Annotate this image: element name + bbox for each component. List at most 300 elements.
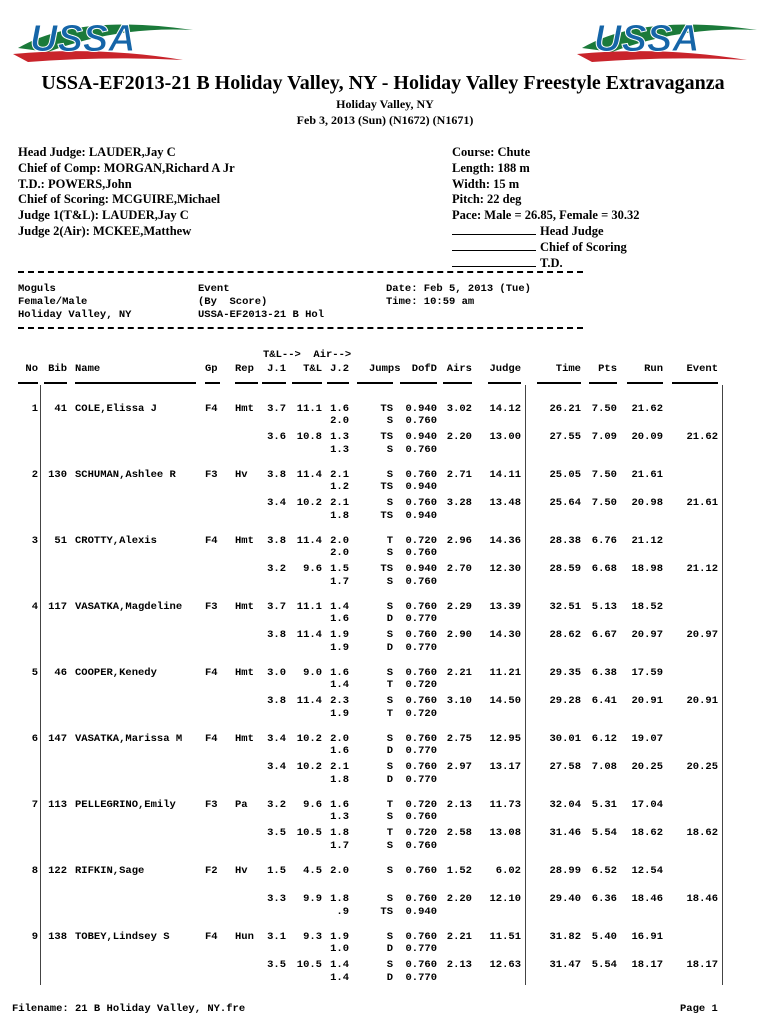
cell-dofd: 0.760 bbox=[405, 497, 437, 510]
athlete-group: F2 bbox=[205, 865, 218, 877]
athlete-name: TOBEY,Lindsey S bbox=[75, 931, 170, 943]
cell-j1: 3.5 bbox=[267, 959, 286, 972]
column-header-j2: J.2 bbox=[330, 363, 349, 375]
table-row bbox=[0, 865, 770, 877]
cell-j2: 1.8 bbox=[330, 893, 349, 906]
table-row bbox=[0, 431, 770, 443]
cell-judge: 12.10 bbox=[489, 893, 521, 906]
athlete-rep: Hun bbox=[235, 931, 254, 943]
header-underline bbox=[537, 382, 581, 384]
event-date-line: Feb 3, 2013 (Sun) (N1672) (N1671) bbox=[296, 113, 474, 127]
course-line: Width: 15 m bbox=[452, 176, 520, 191]
athlete-group: F4 bbox=[205, 733, 218, 745]
cell-airs: 2.21 bbox=[446, 667, 472, 679]
cell-judge: 13.39 bbox=[489, 601, 521, 613]
tl-air-header: T&L--> Air--> bbox=[263, 349, 352, 361]
athlete-rep: Hv bbox=[235, 469, 248, 481]
cell-j2: .9 bbox=[336, 905, 349, 918]
footer-page-number: Page 1 bbox=[680, 1003, 718, 1015]
cell-judge: 12.30 bbox=[489, 563, 521, 576]
cell-j2: 1.4 bbox=[330, 601, 349, 613]
cell-dofd: 0.760 bbox=[405, 695, 437, 708]
cell-jump: D bbox=[386, 745, 393, 758]
cell-jump: T bbox=[386, 799, 393, 811]
cell-jump: TS bbox=[380, 509, 393, 522]
header-underline bbox=[18, 382, 38, 384]
divider bbox=[18, 327, 583, 329]
cell-pts: 5.31 bbox=[591, 799, 617, 811]
cell-dofd: 0.760 bbox=[405, 865, 437, 877]
cell-j1: 3.8 bbox=[267, 469, 286, 481]
cell-time: 27.58 bbox=[549, 761, 581, 774]
cell-pts: 7.08 bbox=[591, 761, 617, 774]
cell-judge: 13.17 bbox=[489, 761, 521, 774]
table-row bbox=[0, 959, 770, 971]
athlete-rank: 9 bbox=[31, 931, 38, 943]
cell-j2: 2.0 bbox=[330, 547, 349, 560]
cell-j1: 3.8 bbox=[267, 629, 286, 642]
official-line: Chief of Scoring: MCGUIRE,Michael bbox=[18, 192, 221, 207]
cell-jump: D bbox=[386, 971, 393, 984]
cell-tl: 11.4 bbox=[296, 469, 322, 481]
cell-tl: 11.4 bbox=[296, 629, 322, 642]
header-underline bbox=[235, 382, 258, 384]
athlete-rep: Pa bbox=[235, 799, 248, 811]
cell-run: 18.98 bbox=[631, 563, 663, 576]
table-row bbox=[0, 840, 770, 852]
cell-run: 18.62 bbox=[631, 827, 663, 840]
cell-judge: 11.21 bbox=[489, 667, 521, 679]
cell-run: 20.97 bbox=[631, 629, 663, 642]
athlete-rep: Hmt bbox=[235, 601, 254, 613]
cell-run: 21.61 bbox=[631, 469, 663, 481]
cell-j2: 1.7 bbox=[330, 839, 349, 852]
cell-run: 19.07 bbox=[631, 733, 663, 745]
cell-j1: 3.1 bbox=[267, 931, 286, 943]
cell-airs: 2.13 bbox=[446, 959, 472, 972]
cell-airs: 1.52 bbox=[446, 865, 472, 877]
cell-airs: 2.13 bbox=[446, 799, 472, 811]
athlete-rank: 2 bbox=[31, 469, 38, 481]
cell-j2: 1.2 bbox=[330, 481, 349, 494]
column-header-dofd: DofD bbox=[411, 363, 437, 375]
cell-run: 12.54 bbox=[631, 865, 663, 877]
table-row bbox=[0, 403, 770, 415]
cell-j1: 3.2 bbox=[267, 799, 286, 811]
athlete-rep: Hmt bbox=[235, 733, 254, 745]
ussa-logo-left bbox=[8, 8, 198, 68]
cell-j2: 1.3 bbox=[330, 811, 349, 824]
cell-dofd: 0.770 bbox=[405, 613, 437, 626]
athlete-name: COOPER,Kenedy bbox=[75, 667, 157, 679]
cell-jump: T bbox=[386, 827, 393, 840]
athlete-bib: 41 bbox=[54, 403, 67, 415]
athlete-name: RIFKIN,Sage bbox=[75, 865, 145, 877]
table-row bbox=[0, 893, 770, 905]
ussa-logo-right bbox=[572, 8, 762, 68]
column-header-run: Run bbox=[644, 363, 663, 375]
official-line: Chief of Comp: MORGAN,Richard A Jr bbox=[18, 160, 235, 175]
cell-time: 25.05 bbox=[549, 469, 581, 481]
cell-pts: 7.50 bbox=[591, 497, 617, 510]
table-row bbox=[0, 547, 770, 559]
cell-j1: 3.3 bbox=[267, 893, 286, 906]
cell-jump: S bbox=[386, 575, 393, 588]
table-row bbox=[0, 972, 770, 984]
cell-pts: 5.54 bbox=[591, 827, 617, 840]
cell-jump: TS bbox=[380, 905, 393, 918]
cell-judge: 12.63 bbox=[489, 959, 521, 972]
cell-time: 26.21 bbox=[549, 403, 581, 415]
athlete-rep: Hmt bbox=[235, 535, 254, 547]
cell-dofd: 0.760 bbox=[405, 667, 437, 679]
cell-jump: D bbox=[386, 641, 393, 654]
header-underline bbox=[75, 382, 196, 384]
course-line: Course: Chute bbox=[452, 145, 531, 159]
cell-j1: 3.4 bbox=[267, 761, 286, 774]
cell-tl: 9.9 bbox=[303, 893, 322, 906]
cell-pts: 6.52 bbox=[591, 865, 617, 877]
cell-run: 20.09 bbox=[631, 431, 663, 444]
cell-dofd: 0.760 bbox=[405, 733, 437, 745]
cell-judge: 13.48 bbox=[489, 497, 521, 510]
cell-time: 28.59 bbox=[549, 563, 581, 576]
cell-time: 28.38 bbox=[549, 535, 581, 547]
athlete-event-score: 21.61 bbox=[686, 497, 718, 510]
cell-run: 18.17 bbox=[631, 959, 663, 972]
cell-j2: 2.0 bbox=[330, 535, 349, 547]
cell-judge: 11.73 bbox=[489, 799, 521, 811]
cell-judge: 6.02 bbox=[495, 865, 521, 877]
ussa-logo-text: USSA bbox=[594, 18, 700, 60]
cell-j2: 1.0 bbox=[330, 943, 349, 956]
athlete-rank: 1 bbox=[31, 403, 38, 415]
cell-time: 29.28 bbox=[549, 695, 581, 708]
cell-time: 32.04 bbox=[549, 799, 581, 811]
cell-jump: S bbox=[386, 733, 393, 745]
cell-j2: 2.3 bbox=[330, 695, 349, 708]
header-underline bbox=[672, 382, 718, 384]
table-row bbox=[0, 679, 770, 691]
cell-dofd: 0.940 bbox=[405, 563, 437, 576]
table-row bbox=[0, 799, 770, 811]
column-header-time: Time bbox=[555, 363, 581, 375]
cell-jump: S bbox=[386, 959, 393, 972]
table-row bbox=[0, 761, 770, 773]
cell-jump: T bbox=[386, 535, 393, 547]
cell-judge: 14.50 bbox=[489, 695, 521, 708]
cell-j2: 1.9 bbox=[330, 931, 349, 943]
cell-dofd: 0.720 bbox=[405, 679, 437, 692]
table-row bbox=[0, 906, 770, 918]
header-underline bbox=[589, 382, 617, 384]
table-row bbox=[0, 469, 770, 481]
cell-dofd: 0.770 bbox=[405, 773, 437, 786]
cell-jump: S bbox=[386, 547, 393, 560]
column-header-row bbox=[0, 363, 770, 375]
table-row bbox=[0, 563, 770, 575]
cell-dofd: 0.760 bbox=[405, 811, 437, 824]
athlete-event-score: 20.97 bbox=[686, 629, 718, 642]
event-location: Holiday Valley, NY bbox=[336, 97, 434, 111]
cell-tl: 10.2 bbox=[296, 733, 322, 745]
event-type-block: Moguls Female/Male Holiday Valley, NY bbox=[18, 283, 132, 321]
cell-judge: 12.95 bbox=[489, 733, 521, 745]
header-underline bbox=[327, 382, 349, 384]
column-header-tl: T&L bbox=[303, 363, 322, 375]
cell-dofd: 0.760 bbox=[405, 959, 437, 972]
cell-dofd: 0.760 bbox=[405, 839, 437, 852]
cell-j1: 3.8 bbox=[267, 695, 286, 708]
cell-pts: 7.09 bbox=[591, 431, 617, 444]
cell-j1: 3.8 bbox=[267, 535, 286, 547]
column-header-rep: Rep bbox=[235, 363, 254, 375]
cell-j1: 1.5 bbox=[267, 865, 286, 877]
athlete-rank: 7 bbox=[31, 799, 38, 811]
athlete-bib: 113 bbox=[48, 799, 67, 811]
cell-j2: 2.0 bbox=[330, 733, 349, 745]
official-line: T.D.: POWERS,John bbox=[18, 176, 132, 191]
cell-jump: S bbox=[386, 761, 393, 774]
cell-airs: 2.96 bbox=[446, 535, 472, 547]
cell-tl: 10.2 bbox=[296, 761, 322, 774]
cell-j2: 1.6 bbox=[330, 613, 349, 626]
athlete-rank: 8 bbox=[31, 865, 38, 877]
cell-airs: 2.21 bbox=[446, 931, 472, 943]
header-underline bbox=[44, 382, 67, 384]
official-line: Head Judge: LAUDER,Jay C bbox=[18, 145, 176, 159]
athlete-name: SCHUMAN,Ashlee R bbox=[75, 469, 176, 481]
athlete-name: COLE,Elissa J bbox=[75, 403, 157, 415]
athlete-rank: 4 bbox=[31, 601, 38, 613]
cell-jump: D bbox=[386, 943, 393, 956]
athlete-name: CROTTY,Alexis bbox=[75, 535, 157, 547]
athlete-bib: 138 bbox=[48, 931, 67, 943]
athlete-bib: 46 bbox=[54, 667, 67, 679]
cell-run: 17.04 bbox=[631, 799, 663, 811]
athlete-group: F3 bbox=[205, 799, 218, 811]
cell-jump: S bbox=[386, 443, 393, 456]
cell-time: 28.99 bbox=[549, 865, 581, 877]
column-header-jump: Jumps bbox=[369, 363, 401, 375]
cell-j2: 1.7 bbox=[330, 575, 349, 588]
table-row bbox=[0, 877, 770, 889]
cell-judge: 11.51 bbox=[489, 931, 521, 943]
course-line: Length: 188 m bbox=[452, 160, 530, 175]
cell-dofd: 0.720 bbox=[405, 799, 437, 811]
athlete-rep: Hmt bbox=[235, 403, 254, 415]
cell-dofd: 0.760 bbox=[405, 601, 437, 613]
cell-tl: 11.4 bbox=[296, 695, 322, 708]
athlete-rank: 3 bbox=[31, 535, 38, 547]
cell-jump: S bbox=[386, 469, 393, 481]
cell-tl: 11.4 bbox=[296, 535, 322, 547]
cell-j2: 1.6 bbox=[330, 403, 349, 415]
cell-jump: S bbox=[386, 839, 393, 852]
athlete-group: F4 bbox=[205, 403, 218, 415]
column-header-airs: Airs bbox=[446, 363, 472, 375]
athlete-bib: 130 bbox=[48, 469, 67, 481]
cell-j2: 1.8 bbox=[330, 509, 349, 522]
cell-dofd: 0.940 bbox=[405, 403, 437, 415]
table-row bbox=[0, 510, 770, 522]
ussa-logo-text: USSA bbox=[30, 18, 136, 60]
cell-judge: 14.36 bbox=[489, 535, 521, 547]
cell-judge: 13.00 bbox=[489, 431, 521, 444]
cell-tl: 9.3 bbox=[303, 931, 322, 943]
footer-filename: Filename: 21 B Holiday Valley, NY.fre bbox=[12, 1003, 246, 1015]
cell-j1: 3.7 bbox=[267, 601, 286, 613]
cell-run: 20.98 bbox=[631, 497, 663, 510]
column-header-event: Event bbox=[686, 363, 718, 375]
cell-airs: 2.70 bbox=[446, 563, 472, 576]
signature-line: T.D. bbox=[452, 256, 639, 272]
signature-line: Head Judge bbox=[452, 224, 639, 240]
cell-j2: 1.9 bbox=[330, 641, 349, 654]
cell-dofd: 0.760 bbox=[405, 761, 437, 774]
cell-tl: 9.0 bbox=[303, 667, 322, 679]
cell-pts: 5.40 bbox=[591, 931, 617, 943]
athlete-group: F4 bbox=[205, 931, 218, 943]
cell-jump: TS bbox=[380, 431, 393, 444]
cell-time: 30.01 bbox=[549, 733, 581, 745]
cell-airs: 2.97 bbox=[446, 761, 472, 774]
header-underline bbox=[292, 382, 322, 384]
cell-j2: 1.5 bbox=[330, 563, 349, 576]
course-line: Pitch: 22 deg bbox=[452, 192, 522, 207]
cell-airs: 2.71 bbox=[446, 469, 472, 481]
cell-pts: 6.67 bbox=[591, 629, 617, 642]
table-row bbox=[0, 667, 770, 679]
cell-jump: S bbox=[386, 667, 393, 679]
cell-j1: 3.4 bbox=[267, 497, 286, 510]
cell-run: 16.91 bbox=[631, 931, 663, 943]
cell-time: 32.51 bbox=[549, 601, 581, 613]
cell-jump: S bbox=[386, 695, 393, 708]
cell-dofd: 0.760 bbox=[405, 629, 437, 642]
cell-pts: 6.36 bbox=[591, 893, 617, 906]
cell-judge: 14.11 bbox=[489, 469, 521, 481]
header-underline bbox=[488, 382, 521, 384]
cell-dofd: 0.770 bbox=[405, 943, 437, 956]
cell-run: 20.91 bbox=[631, 695, 663, 708]
cell-dofd: 0.940 bbox=[405, 431, 437, 444]
cell-pts: 7.50 bbox=[591, 469, 617, 481]
cell-dofd: 0.720 bbox=[405, 707, 437, 720]
cell-j2: 2.1 bbox=[330, 761, 349, 774]
cell-j1: 3.2 bbox=[267, 563, 286, 576]
table-row bbox=[0, 601, 770, 613]
athlete-name: VASATKA,Marissa M bbox=[75, 733, 183, 745]
cell-j2: 2.1 bbox=[330, 469, 349, 481]
official-line: Judge 1(T&L): LAUDER,Jay C bbox=[18, 208, 189, 223]
cell-tl: 10.8 bbox=[296, 431, 322, 444]
table-row bbox=[0, 745, 770, 757]
header-underline bbox=[205, 382, 220, 384]
athlete-name: VASATKA,Magdeline bbox=[75, 601, 183, 613]
table-row bbox=[0, 497, 770, 509]
cell-judge: 14.12 bbox=[489, 403, 521, 415]
cell-j2: 1.4 bbox=[330, 959, 349, 972]
cell-tl: 11.1 bbox=[296, 403, 322, 415]
cell-pts: 7.50 bbox=[591, 403, 617, 415]
cell-j2: 2.0 bbox=[330, 415, 349, 428]
cell-airs: 3.10 bbox=[446, 695, 472, 708]
table-row bbox=[0, 415, 770, 427]
athlete-group: F3 bbox=[205, 601, 218, 613]
cell-j2: 1.6 bbox=[330, 745, 349, 758]
athlete-rep: Hv bbox=[235, 865, 248, 877]
table-row bbox=[0, 811, 770, 823]
athlete-bib: 122 bbox=[48, 865, 67, 877]
officials-block bbox=[18, 145, 235, 240]
cell-j2: 2.1 bbox=[330, 497, 349, 510]
cell-dofd: 0.760 bbox=[405, 547, 437, 560]
athlete-event-score: 21.12 bbox=[686, 563, 718, 576]
cell-time: 31.82 bbox=[549, 931, 581, 943]
cell-jump: T bbox=[386, 707, 393, 720]
cell-run: 20.25 bbox=[631, 761, 663, 774]
cell-airs: 3.02 bbox=[446, 403, 472, 415]
cell-dofd: 0.940 bbox=[405, 481, 437, 494]
cell-time: 29.35 bbox=[549, 667, 581, 679]
table-row bbox=[0, 931, 770, 943]
cell-time: 29.40 bbox=[549, 893, 581, 906]
cell-run: 18.46 bbox=[631, 893, 663, 906]
cell-j2: 1.4 bbox=[330, 971, 349, 984]
cell-j2: 1.4 bbox=[330, 679, 349, 692]
cell-airs: 3.28 bbox=[446, 497, 472, 510]
cell-judge: 13.08 bbox=[489, 827, 521, 840]
cell-time: 31.47 bbox=[549, 959, 581, 972]
cell-jump: D bbox=[386, 773, 393, 786]
table-row bbox=[0, 613, 770, 625]
event-datetime-block: Date: Feb 5, 2013 (Tue) Time: 10:59 am bbox=[386, 283, 531, 308]
column-header-pts: Pts bbox=[598, 363, 617, 375]
cell-run: 18.52 bbox=[631, 601, 663, 613]
cell-run: 21.12 bbox=[631, 535, 663, 547]
cell-dofd: 0.770 bbox=[405, 641, 437, 654]
cell-j1: 3.6 bbox=[267, 431, 286, 444]
cell-tl: 10.2 bbox=[296, 497, 322, 510]
cell-pts: 6.76 bbox=[591, 535, 617, 547]
cell-pts: 6.68 bbox=[591, 563, 617, 576]
cell-tl: 9.6 bbox=[303, 799, 322, 811]
athlete-event-score: 20.91 bbox=[686, 695, 718, 708]
course-block bbox=[452, 145, 639, 271]
header-underline bbox=[262, 382, 286, 384]
cell-dofd: 0.760 bbox=[405, 893, 437, 906]
cell-dofd: 0.720 bbox=[405, 535, 437, 547]
cell-pts: 6.41 bbox=[591, 695, 617, 708]
athlete-rank: 5 bbox=[31, 667, 38, 679]
column-header-j1: J.1 bbox=[267, 363, 286, 375]
cell-airs: 2.20 bbox=[446, 893, 472, 906]
cell-j2: 1.8 bbox=[330, 827, 349, 840]
cell-jump: S bbox=[386, 415, 393, 428]
athlete-rep: Hmt bbox=[235, 667, 254, 679]
table-row bbox=[0, 535, 770, 547]
cell-tl: 4.5 bbox=[303, 865, 322, 877]
cell-dofd: 0.940 bbox=[405, 905, 437, 918]
cell-jump: D bbox=[386, 613, 393, 626]
cell-pts: 5.13 bbox=[591, 601, 617, 613]
cell-jump: TS bbox=[380, 563, 393, 576]
cell-j2: 1.9 bbox=[330, 629, 349, 642]
athlete-rank: 6 bbox=[31, 733, 38, 745]
cell-jump: S bbox=[386, 893, 393, 906]
cell-jump: S bbox=[386, 931, 393, 943]
